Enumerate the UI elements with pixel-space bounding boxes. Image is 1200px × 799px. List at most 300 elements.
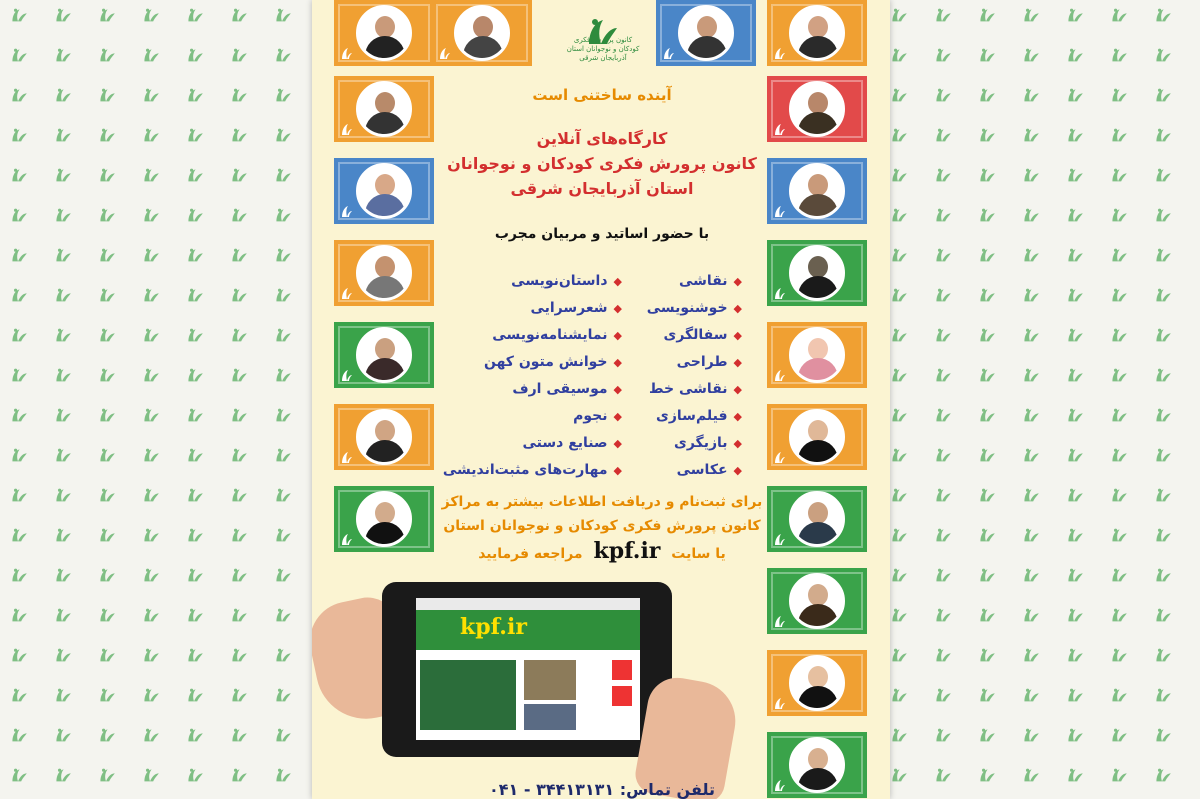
bg-logo-icon (968, 640, 1008, 680)
portrait-tile (767, 322, 867, 388)
bg-logo-icon (1100, 280, 1140, 320)
portrait-photo (356, 163, 412, 219)
bg-logo-icon (176, 80, 216, 120)
kanoon-mini-logo-icon (773, 204, 785, 218)
bg-logo-icon (1188, 400, 1200, 440)
bg-logo-icon (1012, 200, 1052, 240)
bg-logo-icon (1056, 160, 1096, 200)
kanoon-mini-logo-icon (773, 614, 785, 628)
bg-logo-icon (88, 80, 128, 120)
bg-logo-icon (1100, 320, 1140, 360)
bg-logo-icon (1012, 320, 1052, 360)
bg-logo-icon (0, 560, 40, 600)
bg-logo-icon (968, 360, 1008, 400)
bg-logo-icon (924, 120, 964, 160)
bg-logo-icon (0, 480, 40, 520)
list-item: ◆صنایع دستی (522, 435, 622, 451)
bg-logo-icon (1056, 80, 1096, 120)
bg-logo-icon (924, 400, 964, 440)
bg-logo-icon (1100, 480, 1140, 520)
bg-logo-icon (1012, 640, 1052, 680)
bg-logo-icon (1056, 400, 1096, 440)
bg-logo-icon (1144, 160, 1184, 200)
bg-logo-icon (176, 280, 216, 320)
bg-logo-icon (176, 0, 216, 40)
kanoon-mini-logo-icon (340, 450, 352, 464)
bg-logo-icon (88, 440, 128, 480)
bg-logo-icon (968, 560, 1008, 600)
bg-logo-icon (968, 40, 1008, 80)
bg-logo-icon (88, 600, 128, 640)
bg-logo-icon (1100, 0, 1140, 40)
list-item: ◆عکاسی (676, 462, 742, 478)
bg-logo-icon (264, 400, 304, 440)
list-item: ◆نقاشی خط (649, 381, 742, 397)
bg-logo-icon (1188, 240, 1200, 280)
bg-logo-icon (220, 440, 260, 480)
kanoon-mini-logo-icon (773, 46, 785, 60)
bg-logo-icon (220, 0, 260, 40)
tablet-screen-url: kpf.ir (460, 614, 527, 640)
bg-logo-icon (1144, 520, 1184, 560)
bg-logo-icon (1012, 760, 1052, 799)
bg-logo-icon (1144, 480, 1184, 520)
bg-logo-icon (132, 40, 172, 80)
bg-logo-icon (968, 600, 1008, 640)
bg-logo-icon (968, 0, 1008, 40)
bg-logo-icon (1056, 760, 1096, 799)
bg-logo-icon (0, 360, 40, 400)
bg-logo-icon (0, 160, 40, 200)
bg-logo-icon (176, 160, 216, 200)
bg-logo-icon (1012, 240, 1052, 280)
bg-logo-icon (88, 320, 128, 360)
bg-logo-icon (1144, 440, 1184, 480)
bg-logo-icon (264, 200, 304, 240)
bg-logo-icon (1056, 520, 1096, 560)
kanoon-mini-logo-icon (773, 122, 785, 136)
bg-logo-icon (1100, 80, 1140, 120)
bg-logo-icon (0, 120, 40, 160)
bg-logo-icon (132, 160, 172, 200)
bg-logo-icon (220, 360, 260, 400)
bg-logo-icon (1056, 640, 1096, 680)
bg-logo-icon (220, 400, 260, 440)
bg-logo-icon (1188, 600, 1200, 640)
bg-logo-icon (44, 400, 84, 440)
bg-logo-icon (968, 440, 1008, 480)
bg-logo-icon (44, 520, 84, 560)
bg-logo-icon (1188, 520, 1200, 560)
bg-logo-icon (1012, 720, 1052, 760)
portrait-photo (356, 245, 412, 301)
portrait-tile (656, 0, 756, 66)
bg-logo-icon (44, 240, 84, 280)
bg-logo-icon (176, 520, 216, 560)
bg-logo-icon (1100, 680, 1140, 720)
bg-logo-icon (968, 400, 1008, 440)
bg-logo-icon (1056, 240, 1096, 280)
bg-logo-icon (44, 480, 84, 520)
bg-logo-icon (968, 80, 1008, 120)
bg-logo-icon (88, 680, 128, 720)
portrait-photo (789, 573, 845, 629)
bg-logo-icon (176, 760, 216, 799)
bg-logo-icon (1188, 40, 1200, 80)
bg-logo-icon (1100, 40, 1140, 80)
list-item: ◆فیلم‌سازی (656, 408, 742, 424)
list-item: ◆مهارت‌های مثبت‌اندیشی (442, 462, 622, 478)
bg-logo-icon (1188, 280, 1200, 320)
bg-logo-icon (88, 560, 128, 600)
bg-logo-icon (924, 80, 964, 120)
bg-logo-icon (924, 520, 964, 560)
bg-logo-icon (0, 640, 40, 680)
bg-logo-icon (1144, 200, 1184, 240)
bg-logo-icon (220, 760, 260, 799)
bg-logo-icon (44, 600, 84, 640)
portrait-tile (767, 158, 867, 224)
bg-logo-icon (1056, 0, 1096, 40)
bg-logo-icon (88, 520, 128, 560)
bg-logo-icon (264, 600, 304, 640)
list-item: ◆نمایشنامه‌نویسی (492, 327, 622, 343)
bg-logo-icon (968, 680, 1008, 720)
bg-logo-icon (924, 160, 964, 200)
portrait-photo (789, 491, 845, 547)
bg-logo-icon (220, 640, 260, 680)
tablet-screen (416, 598, 640, 740)
bg-logo-icon (44, 720, 84, 760)
bg-logo-icon (264, 480, 304, 520)
bg-logo-icon (264, 80, 304, 120)
bg-logo-icon (1144, 560, 1184, 600)
portrait-tile (767, 0, 867, 66)
bg-logo-icon (1056, 320, 1096, 360)
bg-logo-icon (1100, 760, 1140, 799)
bg-logo-icon (88, 640, 128, 680)
portrait-tile (334, 240, 434, 306)
bg-logo-icon (44, 120, 84, 160)
bg-logo-icon (1188, 160, 1200, 200)
bg-logo-icon (1144, 80, 1184, 120)
bg-logo-icon (220, 320, 260, 360)
bg-logo-icon (1144, 0, 1184, 40)
bg-logo-icon (1100, 720, 1140, 760)
bg-logo-icon (264, 360, 304, 400)
bg-logo-icon (220, 200, 260, 240)
kanoon-mini-logo-icon (773, 532, 785, 546)
bg-logo-icon (1100, 520, 1140, 560)
bg-logo-icon (1144, 40, 1184, 80)
bg-logo-icon (88, 160, 128, 200)
bg-logo-icon (220, 480, 260, 520)
portrait-tile (334, 486, 434, 552)
bg-logo-icon (0, 40, 40, 80)
list-item: ◆سفالگری (663, 327, 742, 343)
bg-logo-icon (176, 40, 216, 80)
portrait-photo (789, 81, 845, 137)
bg-logo-icon (1144, 760, 1184, 799)
bg-logo-icon (1056, 720, 1096, 760)
bg-logo-icon (924, 240, 964, 280)
bg-logo-icon (924, 360, 964, 400)
bg-logo-icon (132, 240, 172, 280)
bg-logo-icon (264, 160, 304, 200)
bg-logo-icon (264, 560, 304, 600)
bg-logo-icon (88, 200, 128, 240)
bg-logo-icon (1144, 360, 1184, 400)
bg-logo-icon (1012, 280, 1052, 320)
bg-logo-icon (0, 760, 40, 799)
portrait-tile (767, 240, 867, 306)
kanoon-mini-logo-icon (438, 46, 450, 60)
bg-logo-icon (924, 680, 964, 720)
bg-logo-icon (132, 600, 172, 640)
portrait-photo (356, 5, 412, 61)
bg-logo-icon (44, 560, 84, 600)
bg-logo-icon (264, 0, 304, 40)
portrait-photo (356, 491, 412, 547)
bg-logo-icon (88, 480, 128, 520)
heading-line-1: کارگاه‌های آنلاین (536, 129, 668, 148)
bg-logo-icon (176, 360, 216, 400)
bg-logo-icon (968, 160, 1008, 200)
kanoon-mini-logo-icon (340, 532, 352, 546)
bg-logo-icon (1144, 320, 1184, 360)
portrait-tile (334, 0, 434, 66)
bg-logo-icon (924, 720, 964, 760)
bg-logo-icon (924, 0, 964, 40)
bg-logo-icon (132, 440, 172, 480)
bg-logo-icon (1100, 440, 1140, 480)
bg-logo-icon (220, 720, 260, 760)
bg-logo-icon (1188, 320, 1200, 360)
bg-logo-icon (968, 240, 1008, 280)
kanoon-mini-logo-icon (773, 286, 785, 300)
list-item: ◆طراحی (676, 354, 742, 370)
logo-text: کانون پرورش فکری کودکان و نوجوانان استان آذربایجان شرقی (566, 36, 640, 62)
bg-logo-icon (176, 120, 216, 160)
bg-logo-icon (264, 720, 304, 760)
portrait-tile (767, 486, 867, 552)
bg-logo-icon (264, 760, 304, 799)
bg-logo-icon (968, 200, 1008, 240)
bg-logo-icon (132, 720, 172, 760)
bg-logo-icon (1012, 160, 1052, 200)
bg-logo-icon (1188, 760, 1200, 799)
bg-logo-icon (0, 280, 40, 320)
bg-logo-icon (1012, 600, 1052, 640)
list-item: ◆شعرسرایی (530, 300, 622, 316)
bg-logo-icon (88, 0, 128, 40)
bg-logo-icon (132, 200, 172, 240)
bg-logo-icon (132, 280, 172, 320)
bg-logo-icon (1188, 80, 1200, 120)
bg-logo-icon (924, 320, 964, 360)
bg-logo-icon (176, 480, 216, 520)
bg-logo-icon (1056, 200, 1096, 240)
bg-logo-icon (132, 760, 172, 799)
bg-logo-icon (1012, 520, 1052, 560)
bg-logo-icon (1012, 120, 1052, 160)
bg-logo-icon (176, 640, 216, 680)
bg-logo-icon (264, 40, 304, 80)
heading-line-3: استان آذربایجان شرقی (510, 179, 694, 198)
bg-logo-icon (0, 440, 40, 480)
portrait-tile (334, 158, 434, 224)
kanoon-mini-logo-icon (340, 204, 352, 218)
portrait-tile (767, 568, 867, 634)
bg-logo-icon (220, 680, 260, 720)
bg-logo-icon (1056, 440, 1096, 480)
bg-logo-icon (968, 520, 1008, 560)
bg-logo-icon (132, 320, 172, 360)
bg-logo-icon (132, 120, 172, 160)
bg-logo-icon (264, 320, 304, 360)
bg-logo-icon (176, 560, 216, 600)
registration-line-1: برای ثبت‌نام و دریافت اطلاعات بیشتر به مراکز (441, 494, 763, 510)
bg-logo-icon (1144, 720, 1184, 760)
bg-logo-icon (1012, 40, 1052, 80)
bg-logo-icon (1100, 120, 1140, 160)
bg-logo-icon (924, 200, 964, 240)
bg-logo-icon (1056, 680, 1096, 720)
bg-logo-icon (1188, 0, 1200, 40)
bg-logo-icon (968, 720, 1008, 760)
bg-logo-icon (220, 560, 260, 600)
list-item: ◆خوشنویسی (646, 300, 742, 316)
bg-logo-icon (968, 120, 1008, 160)
bg-logo-icon (1188, 640, 1200, 680)
bg-logo-icon (44, 440, 84, 480)
presence-line: با حضور اساتید و مربیان مجرب (494, 226, 710, 242)
kanoon-mini-logo-icon (662, 46, 674, 60)
bg-logo-icon (132, 400, 172, 440)
bg-logo-icon (0, 0, 40, 40)
bg-logo-icon (264, 280, 304, 320)
registration-site-line: یا سایت kpf.ir مراجعه فرمایید (478, 538, 726, 564)
portrait-tile (767, 404, 867, 470)
bg-logo-icon (176, 400, 216, 440)
bg-logo-icon (968, 760, 1008, 799)
bg-logo-icon (264, 240, 304, 280)
list-item: ◆داستان‌نویسی (511, 273, 622, 289)
bg-logo-icon (1144, 640, 1184, 680)
bg-logo-icon (176, 680, 216, 720)
site-url-link[interactable]: kpf.ir (593, 538, 661, 564)
bg-logo-icon (132, 0, 172, 40)
bg-logo-icon (1100, 560, 1140, 600)
bg-logo-icon (1188, 560, 1200, 600)
bg-logo-icon (1056, 480, 1096, 520)
bg-logo-icon (1056, 40, 1096, 80)
bg-logo-icon (0, 200, 40, 240)
bg-logo-icon (88, 240, 128, 280)
bg-logo-icon (88, 360, 128, 400)
bg-logo-icon (132, 680, 172, 720)
bg-logo-icon (44, 200, 84, 240)
bg-logo-icon (44, 40, 84, 80)
registration-text (432, 490, 772, 538)
bg-logo-icon (0, 80, 40, 120)
bg-logo-icon (44, 80, 84, 120)
bg-logo-icon (1144, 400, 1184, 440)
bg-logo-icon (1056, 560, 1096, 600)
bg-logo-icon (88, 400, 128, 440)
bg-logo-icon (220, 240, 260, 280)
bg-logo-icon (924, 600, 964, 640)
kanoon-mini-logo-icon (773, 696, 785, 710)
bg-logo-icon (1100, 160, 1140, 200)
bg-logo-icon (1144, 120, 1184, 160)
bg-logo-icon (44, 680, 84, 720)
tablet-device (382, 582, 672, 757)
list-item: ◆بازیگری (674, 435, 742, 451)
bg-logo-icon (132, 80, 172, 120)
workshop-list-left (432, 268, 622, 484)
bg-logo-icon (968, 480, 1008, 520)
bg-logo-icon (220, 120, 260, 160)
bg-logo-icon (88, 760, 128, 799)
bg-logo-icon (924, 440, 964, 480)
bg-logo-icon (1100, 240, 1140, 280)
list-item: ◆موسیقی ارف (512, 381, 622, 397)
phone-number: تلفن تماس: ۳۴۴۱۳۱۳۱ - ۰۴۱ (488, 780, 715, 799)
bg-logo-icon (44, 320, 84, 360)
list-item: ◆نقاشی (679, 273, 742, 289)
bg-logo-icon (264, 440, 304, 480)
bg-logo-icon (0, 320, 40, 360)
bg-logo-icon (132, 360, 172, 400)
kanoon-mini-logo-icon (340, 122, 352, 136)
bg-logo-icon (1144, 240, 1184, 280)
bg-logo-icon (924, 40, 964, 80)
kanoon-mini-logo-icon (340, 286, 352, 300)
bg-logo-icon (1012, 80, 1052, 120)
bg-logo-icon (44, 360, 84, 400)
bg-logo-icon (88, 720, 128, 760)
bg-logo-icon (44, 0, 84, 40)
bg-logo-icon (1012, 480, 1052, 520)
kanoon-mini-logo-icon (340, 46, 352, 60)
portrait-photo (454, 5, 510, 61)
portrait-tile (767, 76, 867, 142)
portrait-photo (356, 327, 412, 383)
bg-logo-icon (968, 280, 1008, 320)
bg-logo-icon (88, 40, 128, 80)
bg-logo-icon (1100, 400, 1140, 440)
bg-logo-icon (1144, 600, 1184, 640)
portrait-photo (789, 5, 845, 61)
bg-logo-icon (1188, 200, 1200, 240)
bg-logo-icon (220, 40, 260, 80)
bg-logo-icon (1188, 680, 1200, 720)
bg-logo-icon (132, 480, 172, 520)
bg-logo-icon (1012, 400, 1052, 440)
bg-logo-icon (220, 520, 260, 560)
portrait-photo (356, 409, 412, 465)
bg-logo-icon (924, 480, 964, 520)
registration-line-2: کانون پرورش فکری کودکان و نوجوانان استان (443, 518, 761, 534)
bg-logo-icon (176, 600, 216, 640)
bg-logo-icon (924, 760, 964, 799)
bg-logo-icon (264, 640, 304, 680)
future-slogan: آینده ساختنی است (532, 86, 672, 104)
bg-logo-icon (1188, 120, 1200, 160)
list-item: ◆نجوم (573, 408, 622, 424)
bg-logo-icon (1188, 440, 1200, 480)
